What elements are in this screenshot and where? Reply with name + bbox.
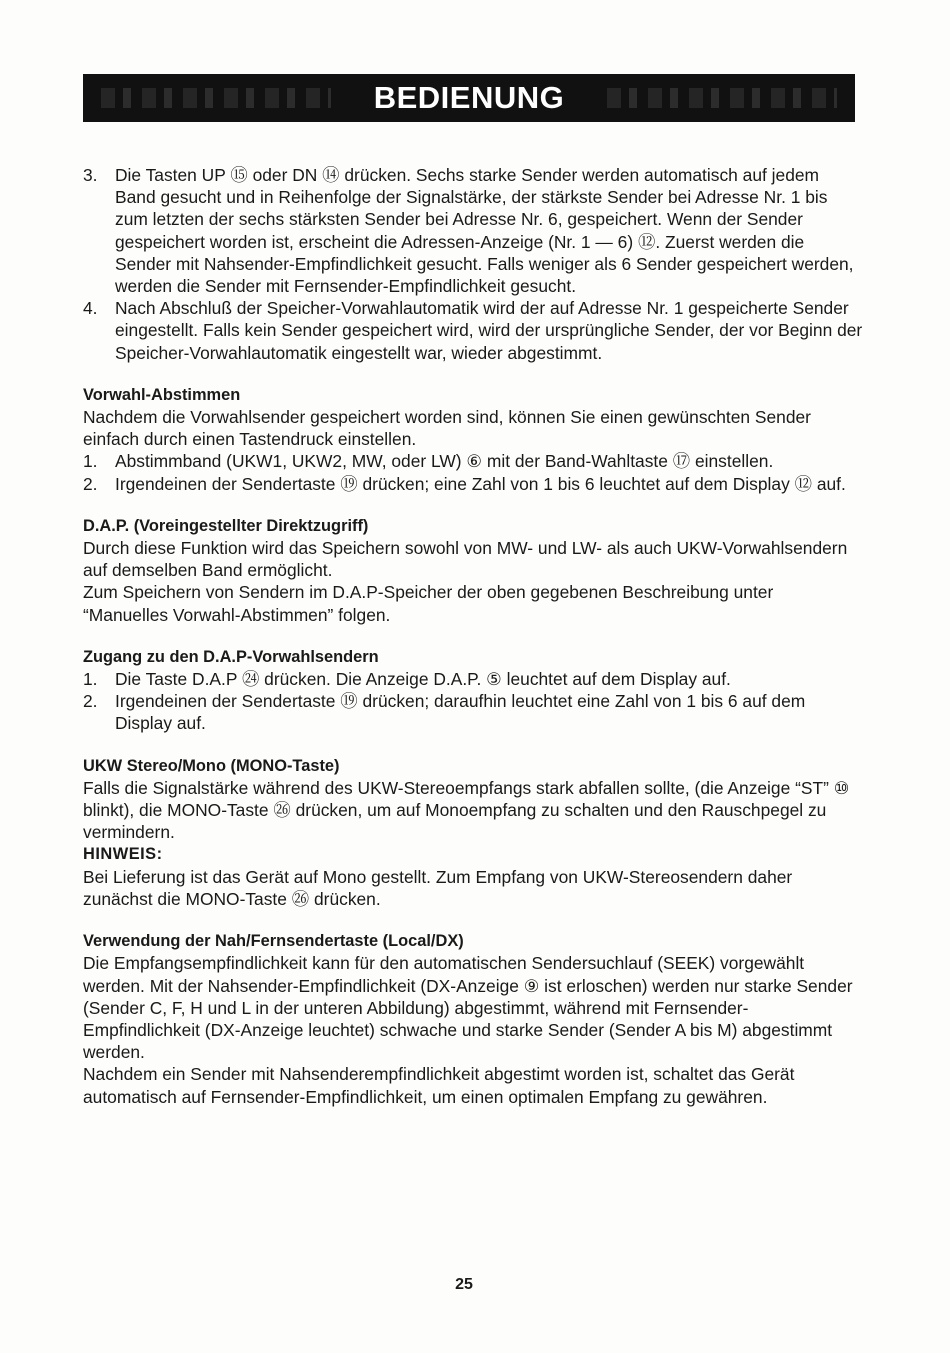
section-heading-dap: D.A.P. (Voreingestellter Direktzugriff) (83, 516, 369, 535)
page-number: 25 (455, 1276, 473, 1293)
list-text: Die Tasten UP ⑮ oder DN ⑭ drücken. Sechs starke Sender werden automatisch auf jedem Band gesucht und in Reihenfolge der Signalstärke, der stärkste Sender bei Adresse Nr. 1 bis zum letzten der sechs stärksten Sender bei Adresse Nr. 6, gespeichert. Wenn der Sender gespeichert worden ist, erscheint die Adressen-Anzeige (Nr. 1 — 6) ⑫. Zuerst werden die Sender mit Nahsender-Empfindlichkeit gesucht. Falls weniger als 6 Sender gespeichert werden, werden die Sender mit Fernsender-Empfindlichkeit gesucht. (115, 165, 854, 297)
page-title: BEDIENUNG (364, 80, 575, 116)
paragraph: Falls die Signalstärke während des UKW-Stereoempfangs stark abfallen sollte, (die Anzeige “ST” ⑩ blinkt), die MONO-Taste ㉖ drücken, um auf Monoempfang zu schalten und den Rauschpegel zu vermindern. (83, 777, 850, 843)
note-heading: HINWEIS: (83, 845, 163, 864)
list-text: Irgendeinen der Sendertaste ⑲ drücken; daraufhin leuchtet eine Zahl von 1 bis 6 auf dem Display auf. (115, 691, 806, 734)
list-item (83, 473, 863, 495)
list-item (83, 690, 863, 734)
paragraph: Zum Speichern von Sendern im D.A.P-Speicher der oben gegebenen Beschreibung unter “Manuelles Vorwahl-Abstimmen” folgen. (83, 582, 774, 625)
section-heading-local-dx: Verwendung der Nah/Fernsendertaste (Local/DX) (83, 932, 464, 951)
list-number: 1. (83, 669, 98, 690)
title-banner (83, 74, 855, 122)
list-number: 1. (83, 451, 98, 472)
paragraph: Durch diese Funktion wird das Speichern sowohl von MW- und LW- als auch UKW-Vorwahlsendern auf demselben Band ermöglicht. (83, 538, 848, 581)
page-content (83, 164, 863, 1108)
list-number: 2. (83, 691, 98, 712)
paragraph: Die Empfangsempfindlichkeit kann für den automatischen Sendersuchlauf (SEEK) vorgewählt werden. Mit der Nahsender-Empfindlichkeit (DX-Anzeige ⑨ ist erloschen) werden nur starke Sender (Sender C, F, H und L in der unteren Abbildung) abgestimmt, während mit Fernsender-Empfindlichkeit (DX-Anzeige leuchtet) schwache und starke Sender (Sender A bis M) abgestimmt werden. (83, 953, 853, 1063)
list-number: 4. (83, 298, 98, 319)
paragraph: Nachdem ein Sender mit Nahsenderempfindlichkeit abgestimt worden ist, schaltet das Gerät automatisch auf Fernsender-Empfindlichkeit, um einen optimalen Empfang zu gewähren. (83, 1064, 795, 1107)
list-number: 3. (83, 165, 98, 185)
list-text: Die Taste D.A.P ㉔ drücken. Die Anzeige D.A.P. ⑤ leuchtet auf dem Display auf. (115, 669, 731, 690)
list-number: 2. (83, 473, 98, 494)
list-item (83, 450, 863, 472)
list-item (83, 668, 863, 690)
section-heading-zugang: Zugang zu den D.A.P-Vorwahlsendern (83, 647, 379, 666)
paragraph: Nachdem die Vorwahlsender gespeichert worden sind, können Sie einen gewünschten Sender einfach durch einen Tastendruck einstellen. (83, 407, 811, 450)
list-item (83, 164, 863, 297)
note-text: Bei Lieferung ist das Gerät auf Mono gestellt. Zum Empfang von UKW-Stereosendern daher zunächst die MONO-Taste ㉖ drücken. (83, 866, 793, 909)
list-text: Abstimmband (UKW1, UKW2, MW, oder LW) ⑥ mit der Band-Wahltaste ⑰ einstellen. (115, 451, 774, 472)
section-heading-ukw: UKW Stereo/Mono (MONO-Taste) (83, 756, 340, 775)
section-heading-vorwahl: Vorwahl-Abstimmen (83, 385, 241, 404)
list-item (83, 297, 863, 364)
list-text: Irgendeinen der Sendertaste ⑲ drücken; eine Zahl von 1 bis 6 leuchtet auf dem Display ⑫ auf. (115, 473, 846, 494)
list-text: Nach Abschluß der Speicher-Vorwahlautomatik wird der auf Adresse Nr. 1 gespeicherte Sender eingestellt. Falls kein Sender gespeichert wird, wird der ursprüngliche Sender, der vor Beginn der Speicher-Vorwahlautomatik eingestellt war, wieder abgestimmt. (115, 298, 863, 363)
